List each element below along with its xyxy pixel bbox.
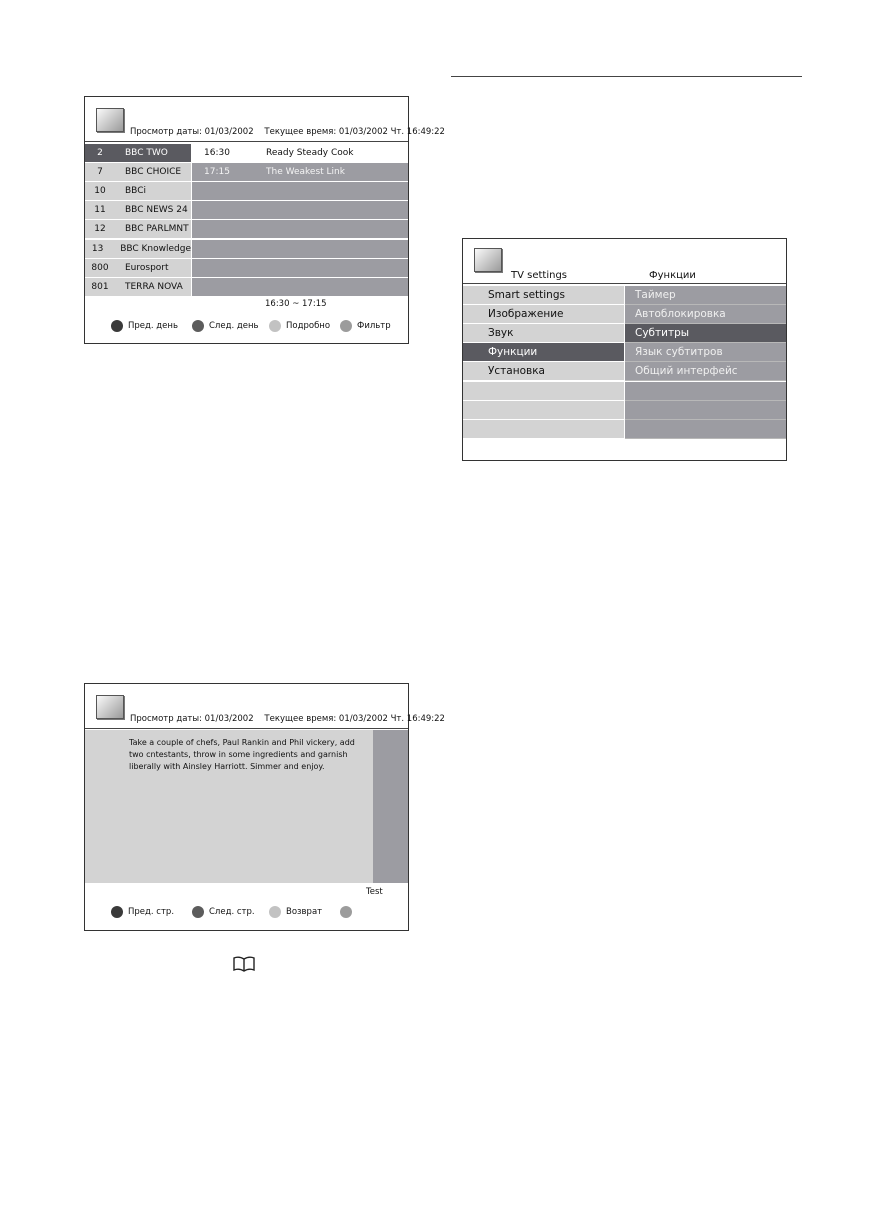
status-text: Test	[366, 887, 383, 897]
tv-icon	[96, 108, 124, 132]
function-item[interactable]	[625, 382, 786, 401]
legend-label: Возврат	[286, 907, 323, 917]
function-item[interactable]: Таймер	[625, 286, 786, 305]
channel-name: BBC NEWS 24	[125, 205, 188, 216]
header-divider	[463, 283, 786, 284]
channel-row[interactable]	[85, 163, 191, 182]
function-item[interactable]: Язык субтитров	[625, 343, 786, 362]
legend-blue[interactable]	[340, 906, 357, 918]
program-row[interactable]	[192, 201, 408, 220]
legend-return[interactable]	[269, 906, 322, 918]
yellow-button-icon	[269, 320, 281, 332]
channel-number: 801	[91, 281, 109, 292]
menu-item[interactable]: Установка	[463, 362, 624, 381]
guide-header: Просмотр даты: 01/03/2002 Текущее время: 01/03/2002 Чт. 16:49:22	[130, 127, 445, 137]
channel-row[interactable]	[85, 144, 191, 163]
channel-number: 7	[97, 167, 103, 178]
blue-button-icon	[340, 906, 352, 918]
legend-prev-page[interactable]	[111, 906, 174, 918]
red-button-icon	[111, 906, 123, 918]
green-button-icon	[192, 906, 204, 918]
program-info-screen	[84, 683, 445, 931]
program-row[interactable]	[192, 182, 408, 201]
header-divider	[85, 728, 408, 729]
function-item[interactable]: Общий интерфейс	[625, 362, 786, 381]
channel-name: BBCi	[125, 186, 146, 197]
channel-row[interactable]	[85, 240, 191, 259]
legend-label: Фильтр	[357, 321, 391, 331]
program-title: Ready Steady Cook	[266, 148, 354, 159]
legend-details[interactable]	[269, 320, 330, 332]
menu-item[interactable]: Звук	[463, 324, 624, 343]
channel-number: 2	[97, 148, 103, 159]
channel-row[interactable]	[85, 201, 191, 220]
program-guide-screen	[84, 96, 445, 344]
channel-number: 13	[91, 243, 104, 254]
function-item[interactable]: Субтитры	[625, 324, 786, 343]
channel-name: Eurosport	[125, 262, 169, 273]
legend-label: Подробно	[286, 321, 331, 331]
channel-number: 10	[94, 186, 106, 197]
tv-settings-screen	[462, 238, 787, 461]
legend-next-page[interactable]	[192, 906, 255, 918]
function-item[interactable]	[625, 420, 786, 439]
yellow-button-icon	[269, 906, 281, 918]
scrollbar[interactable]	[373, 730, 408, 883]
channel-name: BBC Knowledge	[120, 243, 191, 254]
program-title: The Weakest Link	[266, 167, 345, 178]
channel-number: 800	[91, 262, 109, 273]
program-row[interactable]	[192, 278, 408, 297]
menu-item[interactable]	[463, 382, 624, 401]
channel-number: 12	[94, 224, 106, 235]
program-time: 16:30	[204, 148, 230, 159]
channel-row[interactable]	[85, 220, 191, 239]
program-row[interactable]	[192, 240, 408, 259]
channel-name: BBC CHOICE	[125, 167, 182, 178]
functions-title: Функции	[649, 270, 696, 281]
function-item[interactable]	[625, 401, 786, 420]
legend-label: След. стр.	[209, 907, 255, 917]
program-description: Take a couple of chefs, Paul Rankin and Phil vickery, add two cntestants, throw in some ingredients and garnish liberally with Ainsley Harriott. Simmer and enjoy.	[129, 738, 355, 771]
book-icon	[232, 955, 256, 973]
legend-label: Пред. стр.	[128, 907, 175, 917]
tv-icon	[474, 248, 502, 272]
section-rule	[451, 76, 802, 77]
menu-item[interactable]: Функции	[463, 343, 624, 362]
program-row[interactable]	[192, 144, 408, 163]
channel-row[interactable]	[85, 259, 191, 278]
menu-item[interactable]: Изображение	[463, 305, 624, 324]
menu-item[interactable]	[463, 420, 624, 439]
header-divider	[85, 141, 408, 142]
channel-number: 11	[94, 205, 106, 216]
menu-item[interactable]	[463, 401, 624, 420]
channel-row[interactable]	[85, 278, 191, 297]
legend-prev-day[interactable]	[111, 320, 178, 332]
program-time: 17:15	[204, 167, 230, 178]
channel-row[interactable]	[85, 182, 191, 201]
legend-label: След. день	[209, 321, 259, 331]
legend-filter[interactable]	[340, 320, 391, 332]
legend-label: Пред. день	[128, 321, 178, 331]
channel-name: TERRA NOVA	[125, 281, 183, 292]
channel-name: BBC PARLMNT	[125, 224, 189, 235]
function-item[interactable]: Автоблокировка	[625, 305, 786, 324]
info-header: Просмотр даты: 01/03/2002 Текущее время: 01/03/2002 Чт. 16:49:22	[130, 714, 445, 724]
program-row[interactable]	[192, 163, 408, 182]
settings-title: TV settings	[511, 270, 568, 281]
blue-button-icon	[340, 320, 352, 332]
red-button-icon	[111, 320, 123, 332]
time-range: 16:30 ~ 17:15	[265, 299, 327, 309]
program-row[interactable]	[192, 220, 408, 239]
tv-icon	[96, 695, 124, 719]
menu-item[interactable]: Smart settings	[463, 286, 624, 305]
program-row[interactable]	[192, 259, 408, 278]
legend-next-day[interactable]	[192, 320, 259, 332]
channel-name: BBC TWO	[125, 148, 168, 159]
green-button-icon	[192, 320, 204, 332]
